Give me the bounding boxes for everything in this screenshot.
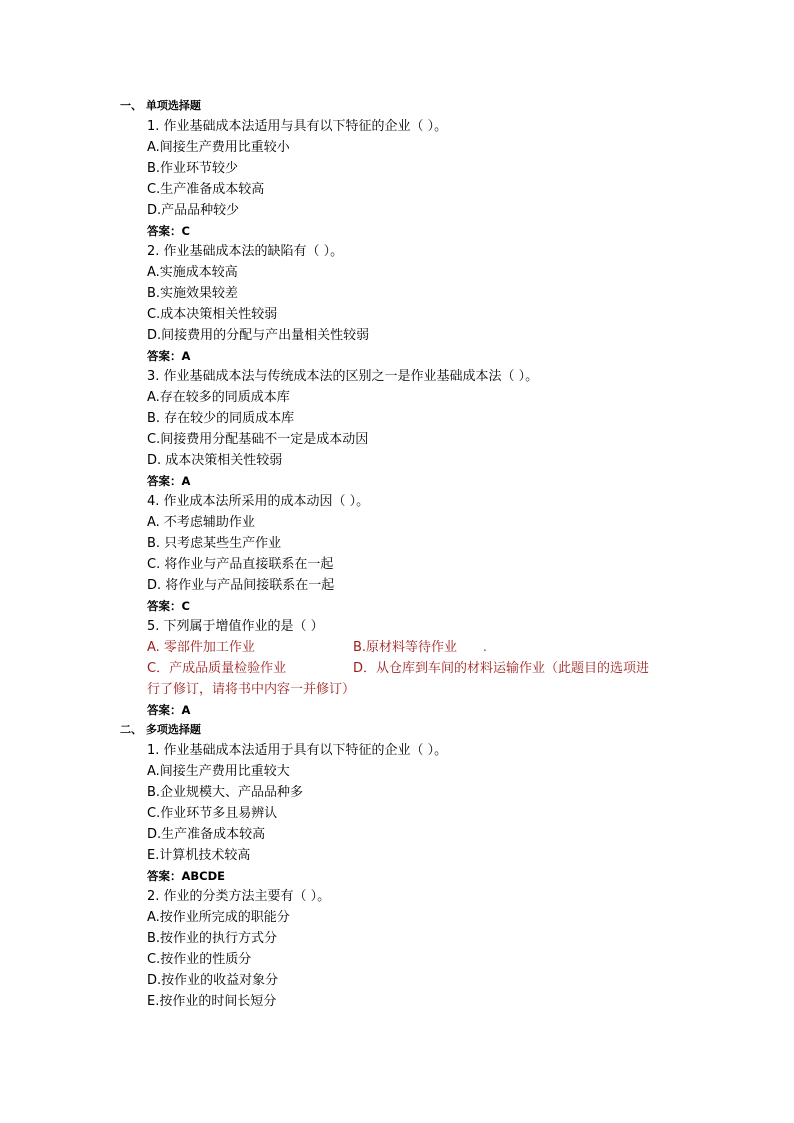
option-b: B.按作业的执行方式分 xyxy=(147,931,278,946)
answer: 答案：ABCDE xyxy=(147,869,226,883)
option-c: C.按作业的性质分 xyxy=(147,952,252,967)
option-b: B.企业规模大、产品品种多 xyxy=(147,785,304,800)
option-a: A.存在较多的同质成本库 xyxy=(147,390,290,405)
question-stem: 1. 作业基础成本法适用与具有以下特征的企业（ ）。 xyxy=(147,119,448,134)
section-heading-multiple-choice: 二、 多项选择题 xyxy=(120,723,201,736)
option-c: C．产成品质量检验作业 xyxy=(147,661,287,676)
option-b: B.原材料等待作业 xyxy=(353,640,458,655)
option-b: B. 存在较少的同质成本库 xyxy=(147,411,295,426)
question-stem: 2. 作业的分类方法主要有（ ）。 xyxy=(147,889,331,904)
option-d: D．从仓库到车间的材料运输作业（此题目的选项进 xyxy=(353,661,650,676)
option-b: B. 只考虑某些生产作业 xyxy=(147,536,282,551)
option-d: D.产品品种较少 xyxy=(147,203,240,218)
option-a: A.间接生产费用比重较大 xyxy=(147,764,290,779)
section-heading-single-choice: 一、 单项选择题 xyxy=(120,99,201,112)
option-a: A.按作业所完成的职能分 xyxy=(147,910,290,925)
option-b: B.作业环节较少 xyxy=(147,161,239,176)
option-d: D.间接费用的分配与产出量相关性较弱 xyxy=(147,328,370,343)
option-d: D.生产准备成本较高 xyxy=(147,827,266,842)
answer: 答案：C xyxy=(147,224,190,238)
option-a: A. 零部件加工作业 xyxy=(147,640,255,655)
question-stem: 5. 下列属于增值作业的是（ ） xyxy=(147,619,324,634)
option-a: A.实施成本较高 xyxy=(147,265,238,280)
option-a: A. 不考虑辅助作业 xyxy=(147,515,255,530)
stray-dot: . xyxy=(483,640,487,654)
question-stem: 4. 作业成本法所采用的成本动因（ ）。 xyxy=(147,494,370,509)
option-b: B.实施效果较差 xyxy=(147,286,239,301)
option-d-continued: 行了修订，请将书中内容一并修订） xyxy=(147,682,356,697)
option-c: C. 将作业与产品直接联系在一起 xyxy=(147,557,334,572)
option-c: C.生产准备成本较高 xyxy=(147,182,265,197)
option-d: D. 将作业与产品间接联系在一起 xyxy=(147,578,335,593)
answer: 答案：A xyxy=(147,349,191,363)
option-c: C.作业环节多且易辨认 xyxy=(147,806,278,821)
option-e: E.按作业的时间长短分 xyxy=(147,994,277,1009)
option-c: C.间接费用分配基础不一定是成本动因 xyxy=(147,432,369,447)
option-c: C.成本决策相关性较弱 xyxy=(147,307,278,322)
answer: 答案：C xyxy=(147,599,190,613)
option-d: D. 成本决策相关性较弱 xyxy=(147,453,283,468)
option-e: E.计算机技术较高 xyxy=(147,848,251,863)
option-d: D.按作业的收益对象分 xyxy=(147,973,279,988)
question-stem: 2. 作业基础成本法的缺陷有（ ）。 xyxy=(147,244,344,259)
answer: 答案：A xyxy=(147,703,191,717)
question-stem: 3. 作业基础成本法与传统成本法的区别之一是作业基础成本法（ ）。 xyxy=(147,369,539,384)
answer: 答案：A xyxy=(147,474,191,488)
option-a: A.间接生产费用比重较小 xyxy=(147,140,290,155)
question-stem: 1. 作业基础成本法适用于具有以下特征的企业（ ）。 xyxy=(147,743,448,758)
